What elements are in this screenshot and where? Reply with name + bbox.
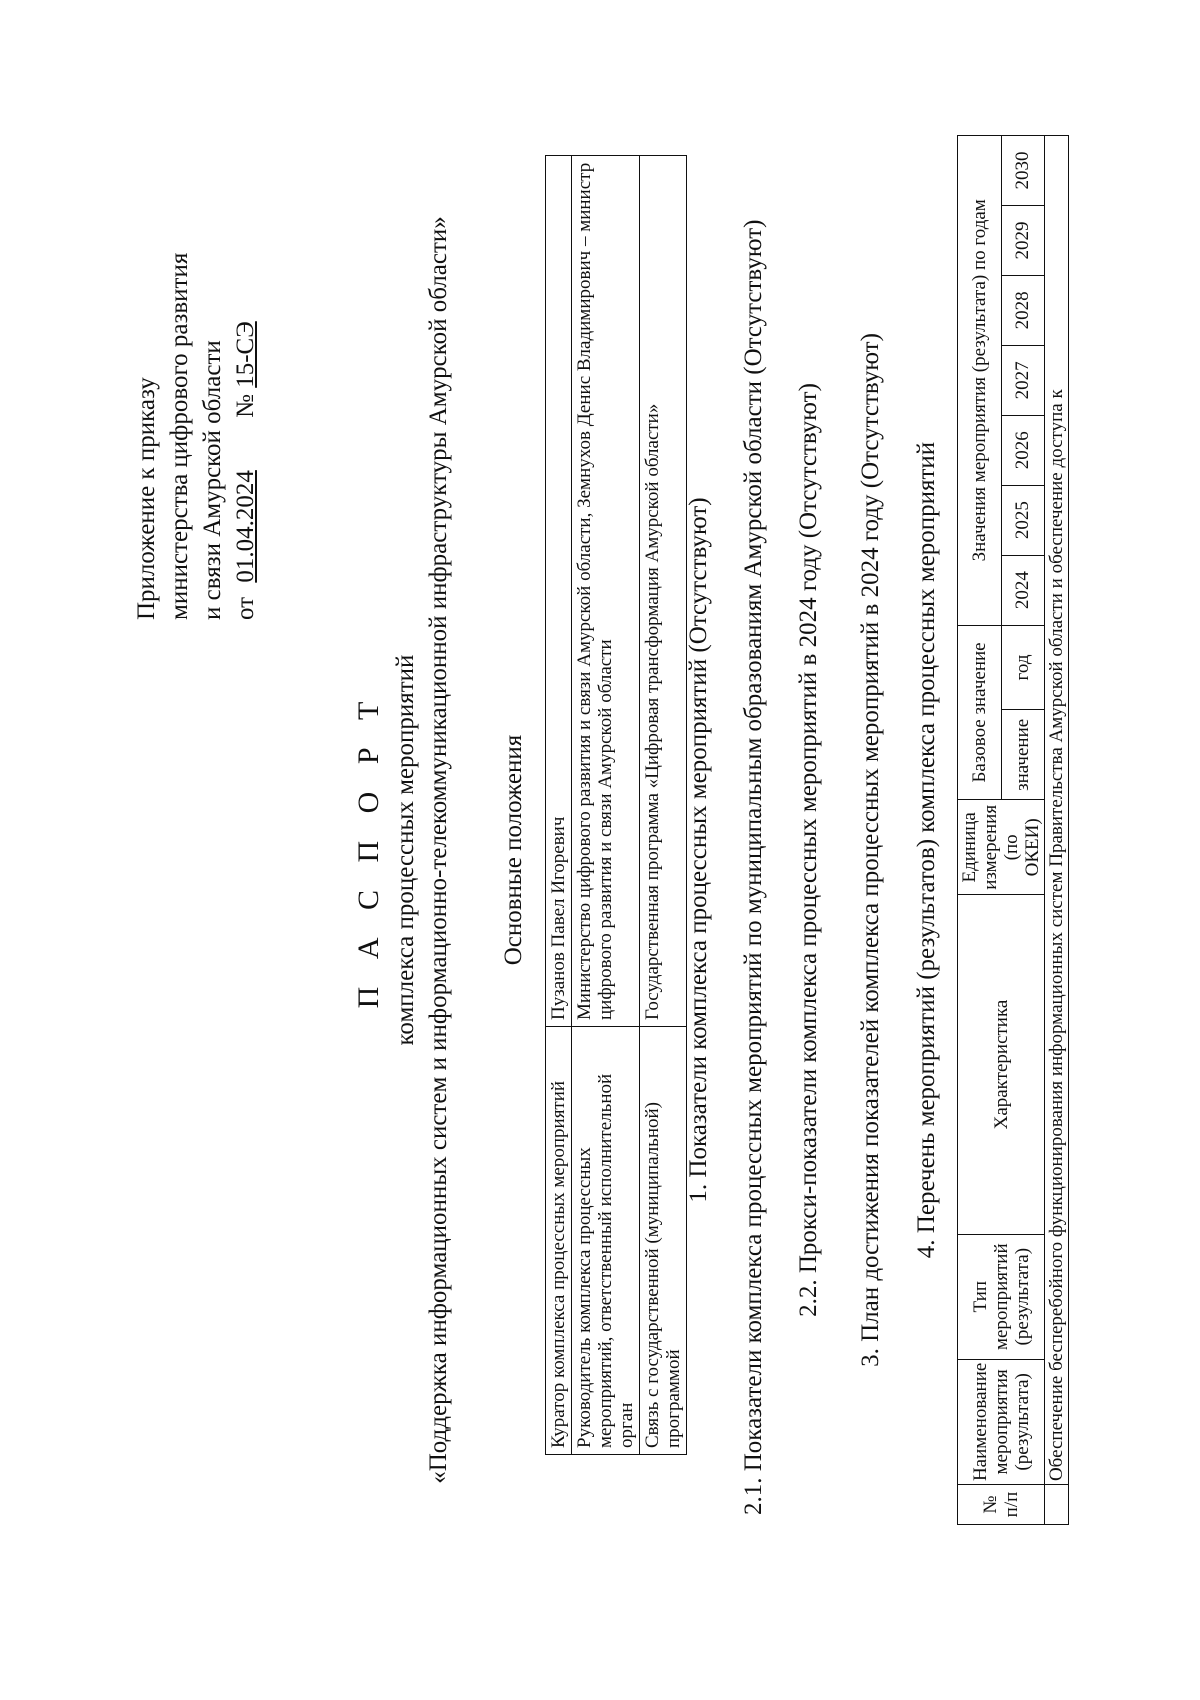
col-values-header: Значения мероприятия (результата) по годам [958,136,1002,626]
row-number-cell [1045,1485,1069,1525]
from-label: от [232,596,259,620]
table-row [572,156,640,1455]
year-header: 2029 [1001,206,1045,276]
complex-name: «Поддержка информационных систем и информационно-телекоммуникационной инфраструктуры Амурской области» [425,216,452,1484]
basic-provisions-heading: Основные положения [500,734,527,966]
task-title-cell: Обеспечение бесперебойного функционирования информационных систем Правительства Амурской области и обеспечение доступа к [1045,136,1069,1485]
document-subtitle: комплекса процессных мероприятий [392,654,419,1046]
measures-table [957,135,1069,1525]
col-base-value-header: значение [1001,710,1045,800]
table-row [546,156,572,1455]
year-header: 2030 [1001,136,1045,206]
year-header: 2025 [1001,485,1045,555]
head-value: Министерство цифрового развития и связи Амурской области, Земнухов Денис Владимирович – министр цифрового развития и связи Амурской области [572,156,640,1027]
appendix-line-4 [229,253,262,620]
number-label: № [232,394,259,418]
order-date: 01.04.2024 [232,470,259,583]
appendix-block [130,253,262,620]
section-1-heading: 1. Показатели комплекса процессных мероприятий (Отсутствуют) [685,497,712,1203]
col-base-header: Базовое значение [958,625,1002,800]
appendix-line-1: Приложение к приказу [133,377,160,620]
curator-label: Куратор комплекса процессных мероприятий [546,1027,572,1455]
head-label: Руководитель комплекса процессных мероприятий, ответственный исполнительной орган [572,1027,640,1455]
col-characteristic-header: Характеристика [958,895,1045,1234]
col-base-year-header: год [1001,625,1045,710]
curator-value: Пузанов Павел Игоревич [546,156,572,1027]
section-4-heading: 4. Перечень мероприятий (результатов) комплекса процессных мероприятий [913,441,940,1259]
program-link-value: Государственная программа «Цифровая трансформация Амурской области» [640,156,687,1027]
table-header-row [958,136,1002,1525]
table-row [1045,136,1069,1525]
year-header: 2026 [1001,415,1045,485]
section-2-1-heading: 2.1. Показатели комплекса процессных мероприятий по муниципальным образованиям Амурской области (Отсутствуют) [740,219,767,1515]
section-3-heading: 3. План достижения показателей комплекса процессных мероприятий в 2024 году (Отсутствуют) [857,333,884,1367]
basic-provisions-table [545,155,687,1455]
appendix-line-2: министерства цифрового развития [166,252,193,620]
program-link-label: Связь с государственной (муниципальной) программой [640,1027,687,1455]
document-title: П А С П О Р Т [352,691,385,1009]
year-header: 2027 [1001,345,1045,415]
table-row [640,156,687,1455]
col-number-header: № п/п [958,1485,1045,1525]
year-header: 2024 [1001,555,1045,625]
col-type-header: Тип мероприятий (результата) [958,1234,1045,1359]
col-unit-header: Единица измерения (по ОКЕИ) [958,800,1045,895]
appendix-line-3: и связи Амурской области [199,340,226,620]
year-header: 2028 [1001,275,1045,345]
col-name-header: Наименование мероприятия (результата) [958,1359,1045,1484]
order-number: 15-СЭ [232,321,259,388]
section-2-2-heading: 2.2. Прокси-показатели комплекса процессных мероприятий в 2024 году (Отсутствуют) [795,383,822,1317]
